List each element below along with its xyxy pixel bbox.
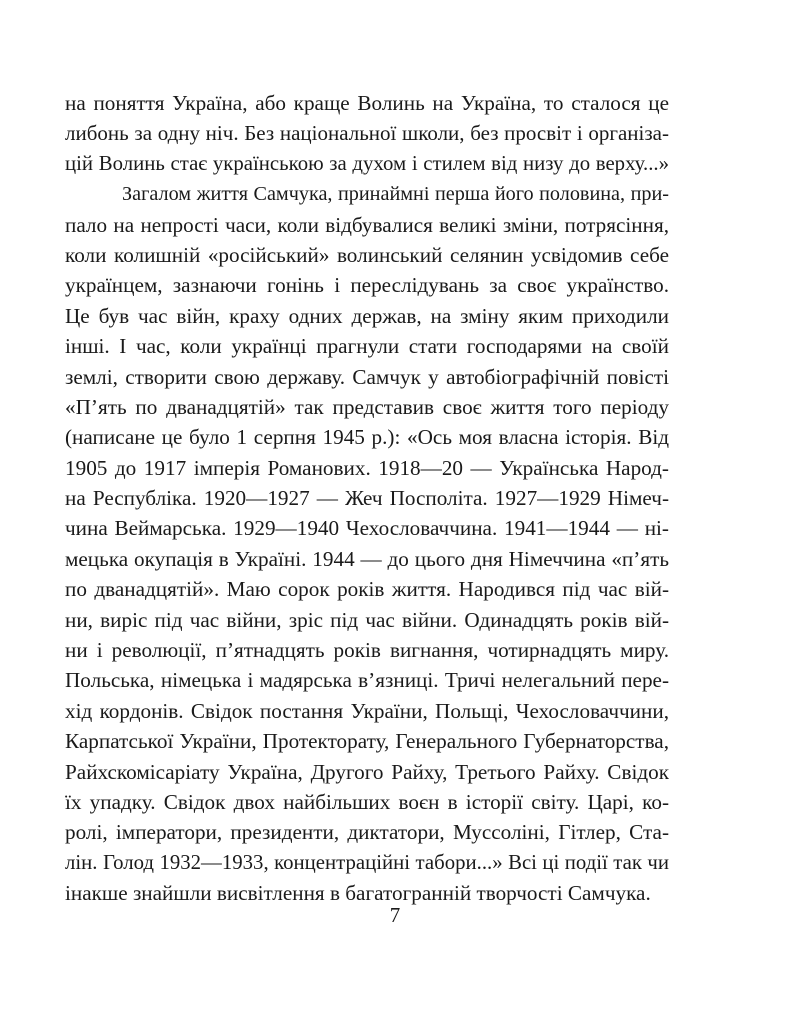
text-line: землі, створити свою державу. Самчук у автобіографічній повісті xyxy=(65,364,669,389)
body-text xyxy=(65,88,669,909)
text-line: цій Волинь стає українською за духом і стилем від низу до верху...» xyxy=(65,151,669,175)
text-line: «П’ять по дванадцятій» так представив своє життя того періоду xyxy=(65,394,669,419)
text-line: ролі, імператори, президенти, диктатори, Муссоліні, Гітлер, Ста- xyxy=(65,820,669,845)
paragraph-first-line: Загалом життя Самчука, принаймні перша його половина, при- xyxy=(122,183,669,206)
page-number: 7 xyxy=(389,903,401,927)
text-line: на поняття Україна, або краще Волинь на Україна, то сталося це xyxy=(65,91,669,115)
paragraph-last-line: інакше знайшли висвітлення в багатогранній творчості Самчука. xyxy=(65,881,651,906)
text-line: на Республіка. 1920—1927 — Жеч Посполіта. 1927—1929 Німеч- xyxy=(65,486,669,511)
text-line: ни і революції, п’ятнадцять років вигнання, чотирнадцять миру. xyxy=(65,638,669,663)
text-line: либонь за одну ніч. Без національної школи, без просвіт і організа- xyxy=(65,121,669,146)
text-line: ни, виріс під час війни, зріс під час війни. Одинадцять років вій- xyxy=(65,607,669,632)
text-line: мецька окупація в Україні. 1944 — до цього дня Німеччина «п’ять xyxy=(65,546,669,571)
text-line: Польська, німецька і мадярська в’язниці. Тричі нелегальний пере- xyxy=(65,668,669,693)
text-line: Це був час війн, краху одних держав, на зміну яким приходили xyxy=(65,303,669,328)
text-line: пало на непрості часи, коли відбувалися великі зміни, потрясіння, xyxy=(65,212,669,237)
text-line: чина Веймарська. 1929—1940 Чехословаччина. 1941—1944 — ні- xyxy=(65,516,669,541)
text-line: українцем, зазнаючи гонінь і переслідувань за своє українство. xyxy=(65,273,669,298)
text-line: (написане це було 1 серпня 1945 р.): «Ось моя власна історія. Від xyxy=(65,425,669,450)
text-line: їх упадку. Свідок двох найбільших воєн в історії світу. Царі, ко- xyxy=(65,789,669,814)
text-line: по дванадцятій». Маю сорок років життя. Народився під час вій- xyxy=(65,577,669,602)
text-line: Карпатської України, Протекторату, Генерального Губернаторства, xyxy=(65,729,669,754)
text-line: коли колишній «російський» волинський селянин усвідомив себе xyxy=(65,242,669,267)
text-line: інші. І час, коли українці прагнули стати господарями на своїй xyxy=(65,334,669,359)
text-line: Райхскомісаріату Україна, Другого Райху, Третього Райху. Свідок xyxy=(65,759,669,784)
text-line: хід кордонів. Свідок постання України, Польщі, Чехословаччини, xyxy=(65,698,669,723)
text-line: 1905 до 1917 імперія Романових. 1918—20 — Українська Народ- xyxy=(65,455,669,480)
text-line: лін. Голод 1932—1933, концентраційні табори...» Всі ці події так чи xyxy=(65,850,669,874)
